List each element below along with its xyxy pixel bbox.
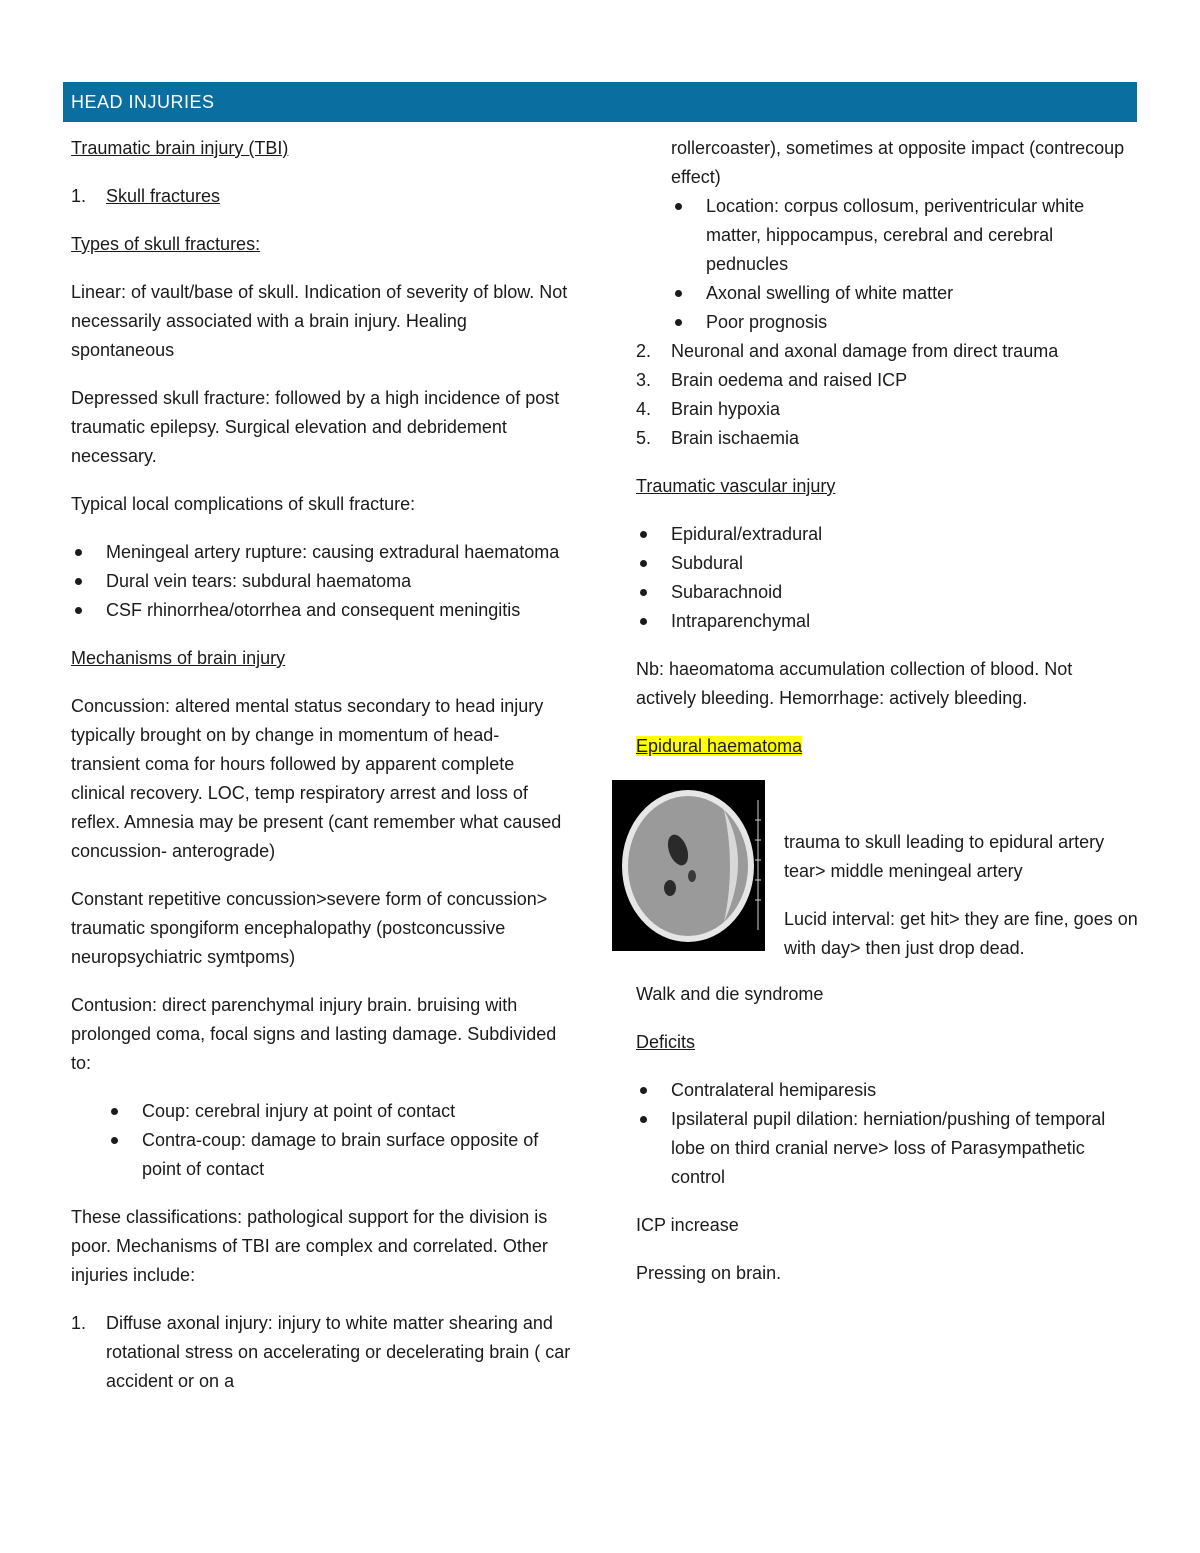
contusion-types-list: [71, 1097, 571, 1184]
list-item: Coup: cerebral injury at point of contact: [107, 1097, 571, 1126]
ct-figure-block: [636, 780, 1136, 980]
item-number: 1.: [71, 1313, 87, 1333]
types-heading: Types of skull fractures:: [71, 234, 261, 254]
complications-list: [71, 538, 571, 625]
item-number: 5.: [636, 428, 652, 448]
icp-paragraph: ICP increase: [636, 1215, 739, 1235]
linear-paragraph: Linear: of vault/base of skull. Indication of severity of blow. Not necessarily associated with a brain injury. Healing spontaneous: [71, 282, 568, 360]
left-column: [71, 134, 571, 1415]
list-item: Subarachnoid: [636, 578, 1136, 607]
item-text: Neuronal and axonal damage from direct trauma: [671, 341, 1059, 361]
mechanisms-heading: Mechanisms of brain injury: [71, 648, 286, 668]
other-injuries-list: [636, 337, 1136, 453]
list-item: CSF rhinorrhea/otorrhea and consequent meningitis: [71, 596, 571, 625]
list-item: Axonal swelling of white matter: [671, 279, 1136, 308]
dai-points-list: [671, 192, 1136, 337]
brain-ct-illustration: [612, 780, 765, 951]
list-item: [636, 395, 1136, 424]
nb-paragraph: Nb: haeomatoma accumulation collection of blood. Not actively bleeding. Hemorrhage: actively bleeding.: [636, 659, 1073, 708]
list-item: [71, 182, 571, 211]
walk-die-paragraph: Walk and die syndrome: [636, 984, 824, 1004]
list-item: [636, 424, 1136, 453]
ct-scan-image: [612, 780, 765, 951]
list-item: Epidural/extradural: [636, 520, 1136, 549]
contusion-paragraph: Contusion: direct parenchymal injury brain. bruising with prolonged coma, focal signs and lasting damage. Subdivided to:: [71, 995, 557, 1073]
list-item: Dural vein tears: subdural haematoma: [71, 567, 571, 596]
tbi-heading: Traumatic brain injury (TBI): [71, 138, 289, 158]
epidural-heading: [636, 732, 1136, 761]
vascular-heading: Traumatic vascular injury: [636, 476, 836, 496]
item-number: 1.: [71, 186, 87, 206]
dai-continuation: [636, 134, 1136, 337]
item-number: 3.: [636, 370, 652, 390]
deficits-list: [636, 1076, 1136, 1192]
depressed-paragraph: Depressed skull fracture: followed by a high incidence of post traumatic epilepsy. Surgical elevation and debridement necessary.: [71, 388, 560, 466]
trauma-paragraph: trauma to skull leading to epidural artery tear> middle meningeal artery: [784, 832, 1105, 881]
complications-heading: Typical local complications of skull fracture:: [71, 494, 416, 514]
dai-text: Diffuse axonal injury: injury to white matter shearing and rotational stress on accelerating or decelerating brain ( car accident or on a: [106, 1313, 571, 1391]
item-text: Brain oedema and raised ICP: [671, 370, 908, 390]
concussion-paragraph: Concussion: altered mental status secondary to head injury typically brought on by change in momentum of head- transient coma for hours followed by apparent complete clinical recovery. LOC, temp respiratory arrest and loss of reflex. Amnesia may be present (cant remember what caused concussion- anterograde): [71, 696, 562, 861]
other-injuries-list-start: [71, 1309, 571, 1396]
deficits-heading: Deficits: [636, 1032, 696, 1052]
classifications-paragraph: These classifications: pathological support for the division is poor. Mechanisms of TBI are complex and correlated. Other injuries include:: [71, 1207, 548, 1285]
right-column: [636, 134, 1136, 1307]
section-title: HEAD INJURIES: [71, 92, 215, 112]
list-item: [636, 337, 1136, 366]
list-item: Location: corpus collosum, periventricular white matter, hippocampus, cerebral and cerebral pednucles: [671, 192, 1136, 279]
list-item: Ipsilateral pupil dilation: herniation/pushing of temporal lobe on third cranial nerve> loss of Parasympathetic control: [636, 1105, 1136, 1192]
list-item: Contra-coup: damage to brain surface opposite of point of contact: [107, 1126, 571, 1184]
list-item: [636, 134, 1136, 337]
item-text: Brain ischaemia: [671, 428, 800, 448]
skull-fractures-heading: Skull fractures: [106, 186, 221, 206]
epidural-heading-text: Epidural haematoma: [636, 736, 803, 756]
list-item: [636, 366, 1136, 395]
item-text: Brain hypoxia: [671, 399, 781, 419]
pressing-paragraph: Pressing on brain.: [636, 1263, 782, 1283]
vascular-list: [636, 520, 1136, 636]
dai-continued-text: rollercoaster), sometimes at opposite impact (contrecoup effect): [671, 138, 1125, 187]
list-item: Intraparenchymal: [636, 607, 1136, 636]
ct-caption: [784, 828, 1144, 963]
list-item: Subdural: [636, 549, 1136, 578]
list-item: Contralateral hemiparesis: [636, 1076, 1136, 1105]
skull-list: [71, 182, 571, 211]
section-banner: [63, 82, 1137, 122]
repetitive-paragraph: Constant repetitive concussion>severe form of concussion> traumatic spongiform encephalopathy (postconcussive neuropsychiatric symtpoms): [71, 889, 548, 967]
list-item: [71, 1309, 571, 1396]
list-item: Meningeal artery rupture: causing extradural haematoma: [71, 538, 571, 567]
item-number: 2.: [636, 341, 652, 361]
item-number: 4.: [636, 399, 652, 419]
lucid-paragraph: Lucid interval: get hit> they are fine, goes on with day> then just drop dead.: [784, 909, 1138, 958]
list-item: Poor prognosis: [671, 308, 1136, 337]
